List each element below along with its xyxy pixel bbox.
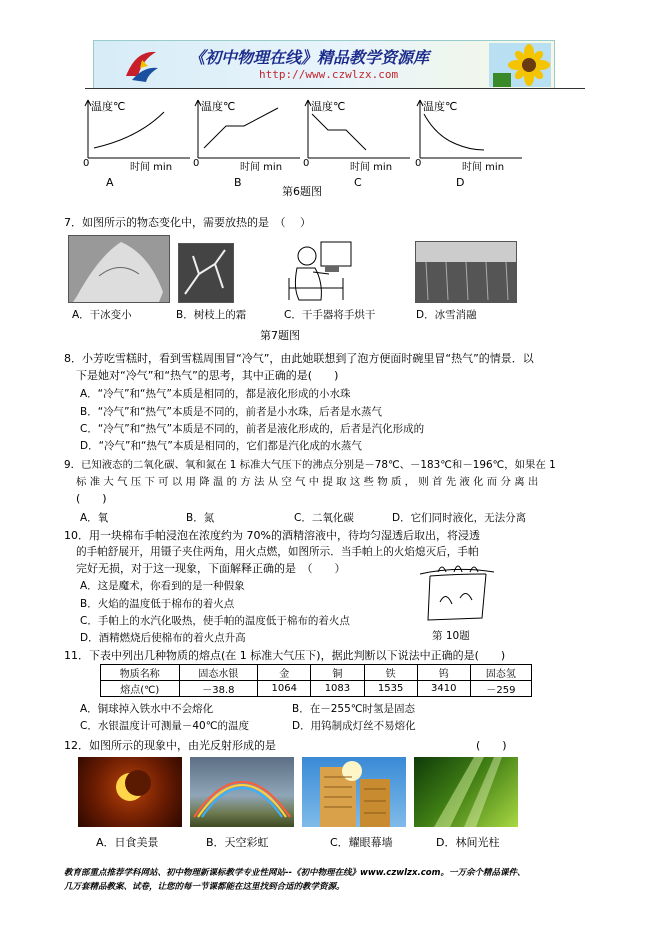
- graph-d-letter: D: [456, 176, 465, 189]
- q9-option-b: B．氮: [186, 512, 215, 524]
- table-cell: 1064: [258, 681, 311, 697]
- q11-option-c: C．水银温度计可测量－40℃的温度: [80, 720, 249, 732]
- q8-option-d: D．“冷气”和“热气”本质是相同的，它们都是汽化成的水蒸气: [80, 440, 362, 452]
- sunflower-icon: [489, 43, 551, 87]
- q8-option-c: C．“冷气”和“热气”本质是不同的，前者是液化形成的，后者是汽化形成的: [80, 423, 425, 435]
- q11-option-a: A．铜球掉入铁水中不会熔化: [80, 703, 214, 715]
- q12-caption-a: A．日食美景: [96, 836, 159, 849]
- graph-d: [410, 96, 530, 188]
- q11-stem: 11．下表中列出几种物质的熔点(在 1 标准大气压下)，据此判断以下说法中正确的是( ): [64, 649, 506, 662]
- graph-a: [78, 96, 198, 188]
- table-cell: 物质名称: [101, 665, 180, 681]
- table-cell: 熔点(℃): [101, 681, 180, 697]
- graph-b-origin: 0: [193, 158, 200, 169]
- q10-line1: 10．用一块棉布手帕浸泡在浓度约为 70%的酒精溶液中，待均匀湿透后取出，将浸透: [64, 529, 480, 542]
- graph-a-xlabel: 时间 min: [130, 162, 173, 173]
- q12-photo-glass-wall: [302, 757, 406, 827]
- melting-point-table: [100, 664, 532, 697]
- table-row: [101, 681, 532, 697]
- q9-option-a: A．氧: [80, 512, 109, 524]
- q7-photo-a: [68, 235, 170, 303]
- graph-b-ylabel: 温度℃: [201, 100, 236, 113]
- q10-option-c: C．手帕上的水汽化吸热，使手帕的温度低于棉布的着火点: [80, 615, 350, 627]
- q7-caption-d: D．冰雪消融: [416, 309, 477, 321]
- header-banner: [93, 40, 555, 89]
- q12-caption-c: C．耀眼幕墙: [330, 836, 393, 849]
- graph-d-origin: 0: [415, 158, 422, 169]
- graph-d-ylabel: 温度℃: [423, 100, 458, 113]
- q10-line2: 的手帕舒展开，用镊子夹住两角，用火点燃，如图所示．当手帕上的火焰熄灭后，手帕: [76, 546, 479, 558]
- q10-option-b: B．火焰的温度低于棉布的着火点: [80, 598, 235, 610]
- q11-option-d: D．用钨制成灯丝不易熔化: [292, 720, 416, 732]
- graph-c-origin: 0: [303, 158, 310, 169]
- q7-caption-c: C．干手器将手烘干: [284, 309, 376, 321]
- table-cell: 固态氢: [470, 665, 531, 681]
- table-cell: 1535: [364, 681, 417, 697]
- site-logo-icon: [122, 46, 162, 84]
- q12-caption-b: B．天空彩虹: [206, 836, 269, 849]
- graph-c-xlabel: 时间 min: [350, 162, 393, 173]
- table-cell: 钨: [417, 665, 470, 681]
- graph-d-xlabel: 时间 min: [462, 162, 505, 173]
- table-cell: 1083: [311, 681, 364, 697]
- q7-figure-caption: 第7题图: [260, 329, 300, 342]
- table-cell: 铁: [364, 665, 417, 681]
- table-header-row: [101, 665, 532, 681]
- q8-option-b: B．“冷气”和“热气”本质是不同的，前者是小水珠，后者是水蒸气: [80, 406, 382, 418]
- q12-photo-rainbow: [190, 757, 294, 827]
- table-cell: 固态水银: [179, 665, 258, 681]
- table-cell: 金: [258, 665, 311, 681]
- q10-figure-caption: 第 10题: [432, 630, 470, 642]
- header-rule: [85, 88, 585, 89]
- table-cell: －259: [470, 681, 531, 697]
- q6-figure-caption: 第6题图: [282, 185, 322, 198]
- q9-option-d: D．它们同时液化，无法分离: [392, 512, 527, 524]
- table-cell: －38.8: [179, 681, 258, 697]
- q9-line1: 9．已知液态的二氧化碳、氧和氮在 1 标准大气压下的沸点分别是－78℃、－183℃和－196℃，如果在 1: [64, 459, 556, 471]
- q10-line3: 完好无损，对于这一现象，下面解释正确的是 （ ）: [76, 562, 346, 575]
- graph-a-ylabel: 温度℃: [91, 100, 126, 113]
- q8-line2: 下是她对“冷气”和“热气”的思考，其中正确的是( ): [76, 369, 339, 382]
- table-cell: 铜: [311, 665, 364, 681]
- q12-stem: 12．如图所示的现象中，由光反射形成的是: [64, 739, 276, 752]
- table-cell: 3410: [417, 681, 470, 697]
- graph-b-letter: B: [234, 176, 242, 189]
- q11-option-b: B．在－255℃时氢是固态: [292, 703, 416, 715]
- q7-caption-b: B．树枝上的霜: [176, 309, 247, 321]
- q12-bracket: ( ): [476, 739, 507, 752]
- q7-caption-a: A．干冰变小: [72, 309, 132, 321]
- graph-a-letter: A: [106, 176, 114, 189]
- q8-line1: 8．小芳吃雪糕时，看到雪糕周围冒“冷气”，由此她联想到了泡方便面时碗里冒“热气”的情景．以: [64, 352, 534, 365]
- q10-option-a: A．这是魔术，你看到的是一种假象: [80, 580, 245, 592]
- graph-c: [298, 96, 418, 188]
- q10-option-d: D．酒精燃烧后使棉布的着火点升高: [80, 632, 246, 644]
- q9-option-c: C．二氧化碳: [294, 512, 354, 524]
- q7-photo-c: [287, 238, 355, 302]
- q7-photo-d: [415, 241, 517, 303]
- q9-line3: ( ): [76, 492, 107, 505]
- banner-title: 《初中物理在线》精品教学资源库: [189, 48, 430, 67]
- q12-photo-forest-light: [414, 757, 518, 827]
- q12-photo-eclipse: [78, 757, 182, 827]
- footer-line1: 教育部重点推荐学科网站、初中物理新课标教学专业性网站--《初中物理在线》www.czwlzx.com。一万余个精品课件、: [64, 868, 526, 878]
- q9-line2: 标 准 大 气 压 下 可 以 用 降 温 的 方 法 从 空 气 中 提 取 这 些 物 质 ， 则 首 先 液 化 而 分 离 出: [76, 476, 539, 488]
- q12-caption-d: D．林间光柱: [436, 836, 500, 849]
- graph-c-letter: C: [354, 176, 362, 189]
- graph-b-xlabel: 时间 min: [240, 162, 283, 173]
- banner-url[interactable]: http://www.czwlzx.com: [259, 68, 399, 81]
- graph-c-ylabel: 温度℃: [311, 100, 346, 113]
- q7-photo-b: [178, 243, 234, 303]
- graph-a-origin: 0: [83, 158, 90, 169]
- graph-b: [188, 96, 308, 188]
- q10-handkerchief-figure: [416, 562, 498, 624]
- q7-stem: 7．如图所示的物态变化中，需要放热的是 （ ）: [64, 216, 311, 229]
- footer-line2: 几万套精品教案、试卷，让您的每一节课都能在这里找到合适的教学资源。: [64, 882, 345, 892]
- q8-option-a: A．“冷气”和“热气”本质是相同的，都是液化形成的小水珠: [80, 388, 351, 400]
